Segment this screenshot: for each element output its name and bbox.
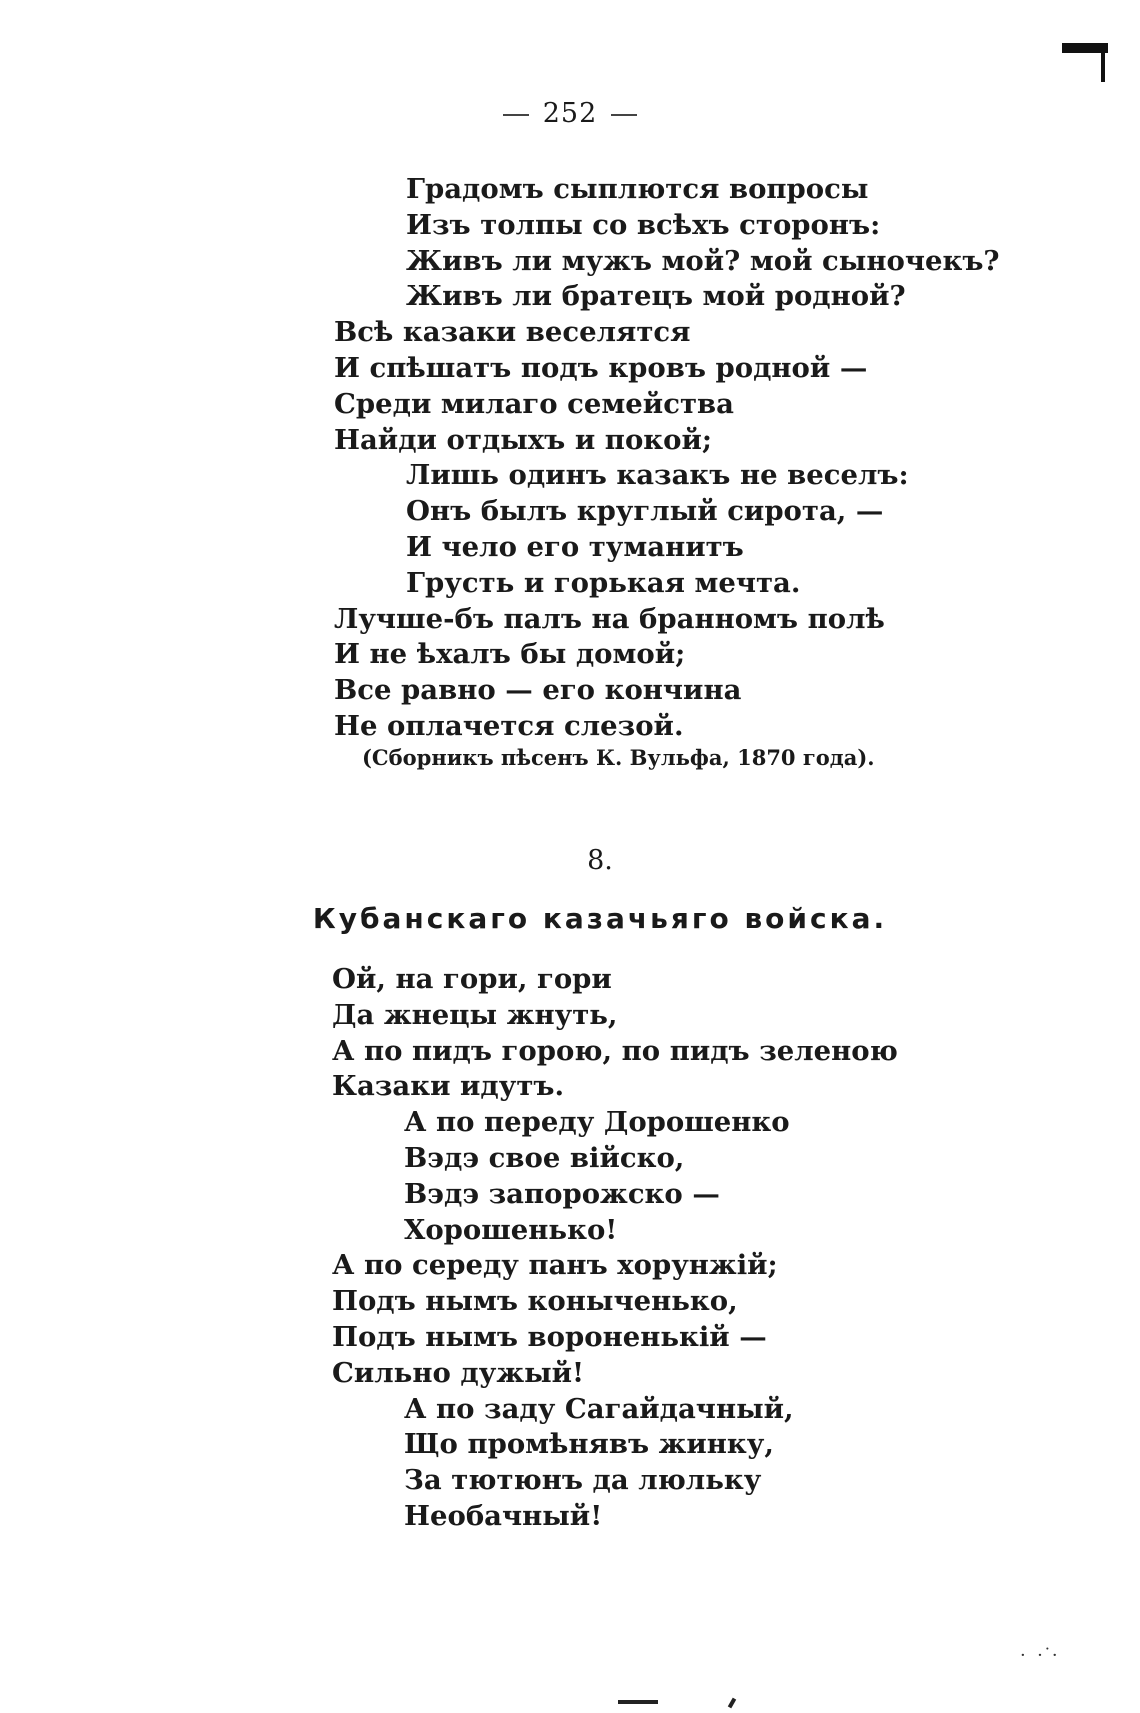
- poem-line: Среди милаго семейства: [334, 387, 734, 420]
- section-title: Кубанскаго казачьяго войска.: [312, 902, 888, 935]
- poem-line: Не оплачется слезой.: [334, 709, 684, 742]
- poem-line: Градомъ сыплются вопросы: [406, 173, 869, 205]
- poem-line: Вэдэ запорожско —: [404, 1177, 720, 1210]
- poem-line: Да жнецы жнуть,: [332, 998, 618, 1031]
- poem-line: А по переду Дорошенко: [404, 1106, 790, 1139]
- poem-line: Що промѣнявъ жинку,: [404, 1428, 774, 1461]
- poem-1: [0, 172, 1140, 745]
- poem-line: И спѣшатъ подъ кровъ родной —: [334, 351, 868, 384]
- scan-mark: [1101, 48, 1105, 82]
- poem-line: Живъ ли братецъ мой родной?: [406, 280, 906, 313]
- dash-right: [611, 114, 637, 116]
- poem-line: И чело его туманитъ: [406, 530, 744, 563]
- poem-line: Сильно дужый!: [332, 1356, 585, 1389]
- scan-specks: · ·˙·: [1020, 1645, 1058, 1666]
- scan-mark: [618, 1700, 658, 1704]
- poem-line: Необачный!: [404, 1499, 603, 1532]
- poem-line: За тютюнъ да люльку: [404, 1464, 762, 1497]
- poem-line: Изъ толпы со всѣхъ сторонъ:: [406, 208, 881, 241]
- poem-line: Всѣ казаки веселятся: [334, 316, 691, 349]
- poem-line: Лучше-бъ палъ на бранномъ полѣ: [334, 602, 885, 635]
- attribution: (Сборникъ пѣсенъ К. Вульфа, 1870 года).: [362, 745, 875, 770]
- poem-line: Все равно — его кончина: [334, 674, 742, 707]
- section-number: 8.: [587, 845, 613, 876]
- page-number-text: 252: [542, 98, 598, 129]
- dash-left: [503, 114, 529, 116]
- poem-line: Подъ нымъ коныченько,: [332, 1285, 738, 1318]
- poem-line: Ой, на гори, гори: [332, 963, 612, 995]
- poem-line: Казаки идутъ.: [332, 1070, 565, 1103]
- poem-line: Лишь одинъ казакъ не веселъ:: [406, 459, 909, 492]
- poem-line: Хорошенько!: [404, 1213, 618, 1246]
- poem-line: А по пидъ горою, по пидъ зеленою: [332, 1034, 898, 1067]
- poem-line: Живъ ли мужъ мой? мой сыночекъ?: [406, 244, 1000, 277]
- scan-mark: [728, 1698, 736, 1709]
- poem-line: И не ѣхалъ бы домой;: [334, 638, 686, 671]
- poem-line: Вэдэ свое вiйско,: [404, 1141, 685, 1174]
- poem-line: Подъ нымъ вороненькiй —: [332, 1320, 767, 1353]
- poem-line: А по заду Сагайдачный,: [404, 1392, 794, 1425]
- poem-line: Грусть и горькая мечта.: [406, 566, 801, 599]
- poem-line: А по середу панъ хорунжiй;: [332, 1249, 778, 1282]
- poem-line: Найди отдыхъ и покой;: [334, 423, 713, 456]
- page-number: [0, 98, 1140, 129]
- poem-line: Онъ былъ круглый сирота, —: [406, 495, 884, 528]
- poem-2: [0, 962, 1140, 1535]
